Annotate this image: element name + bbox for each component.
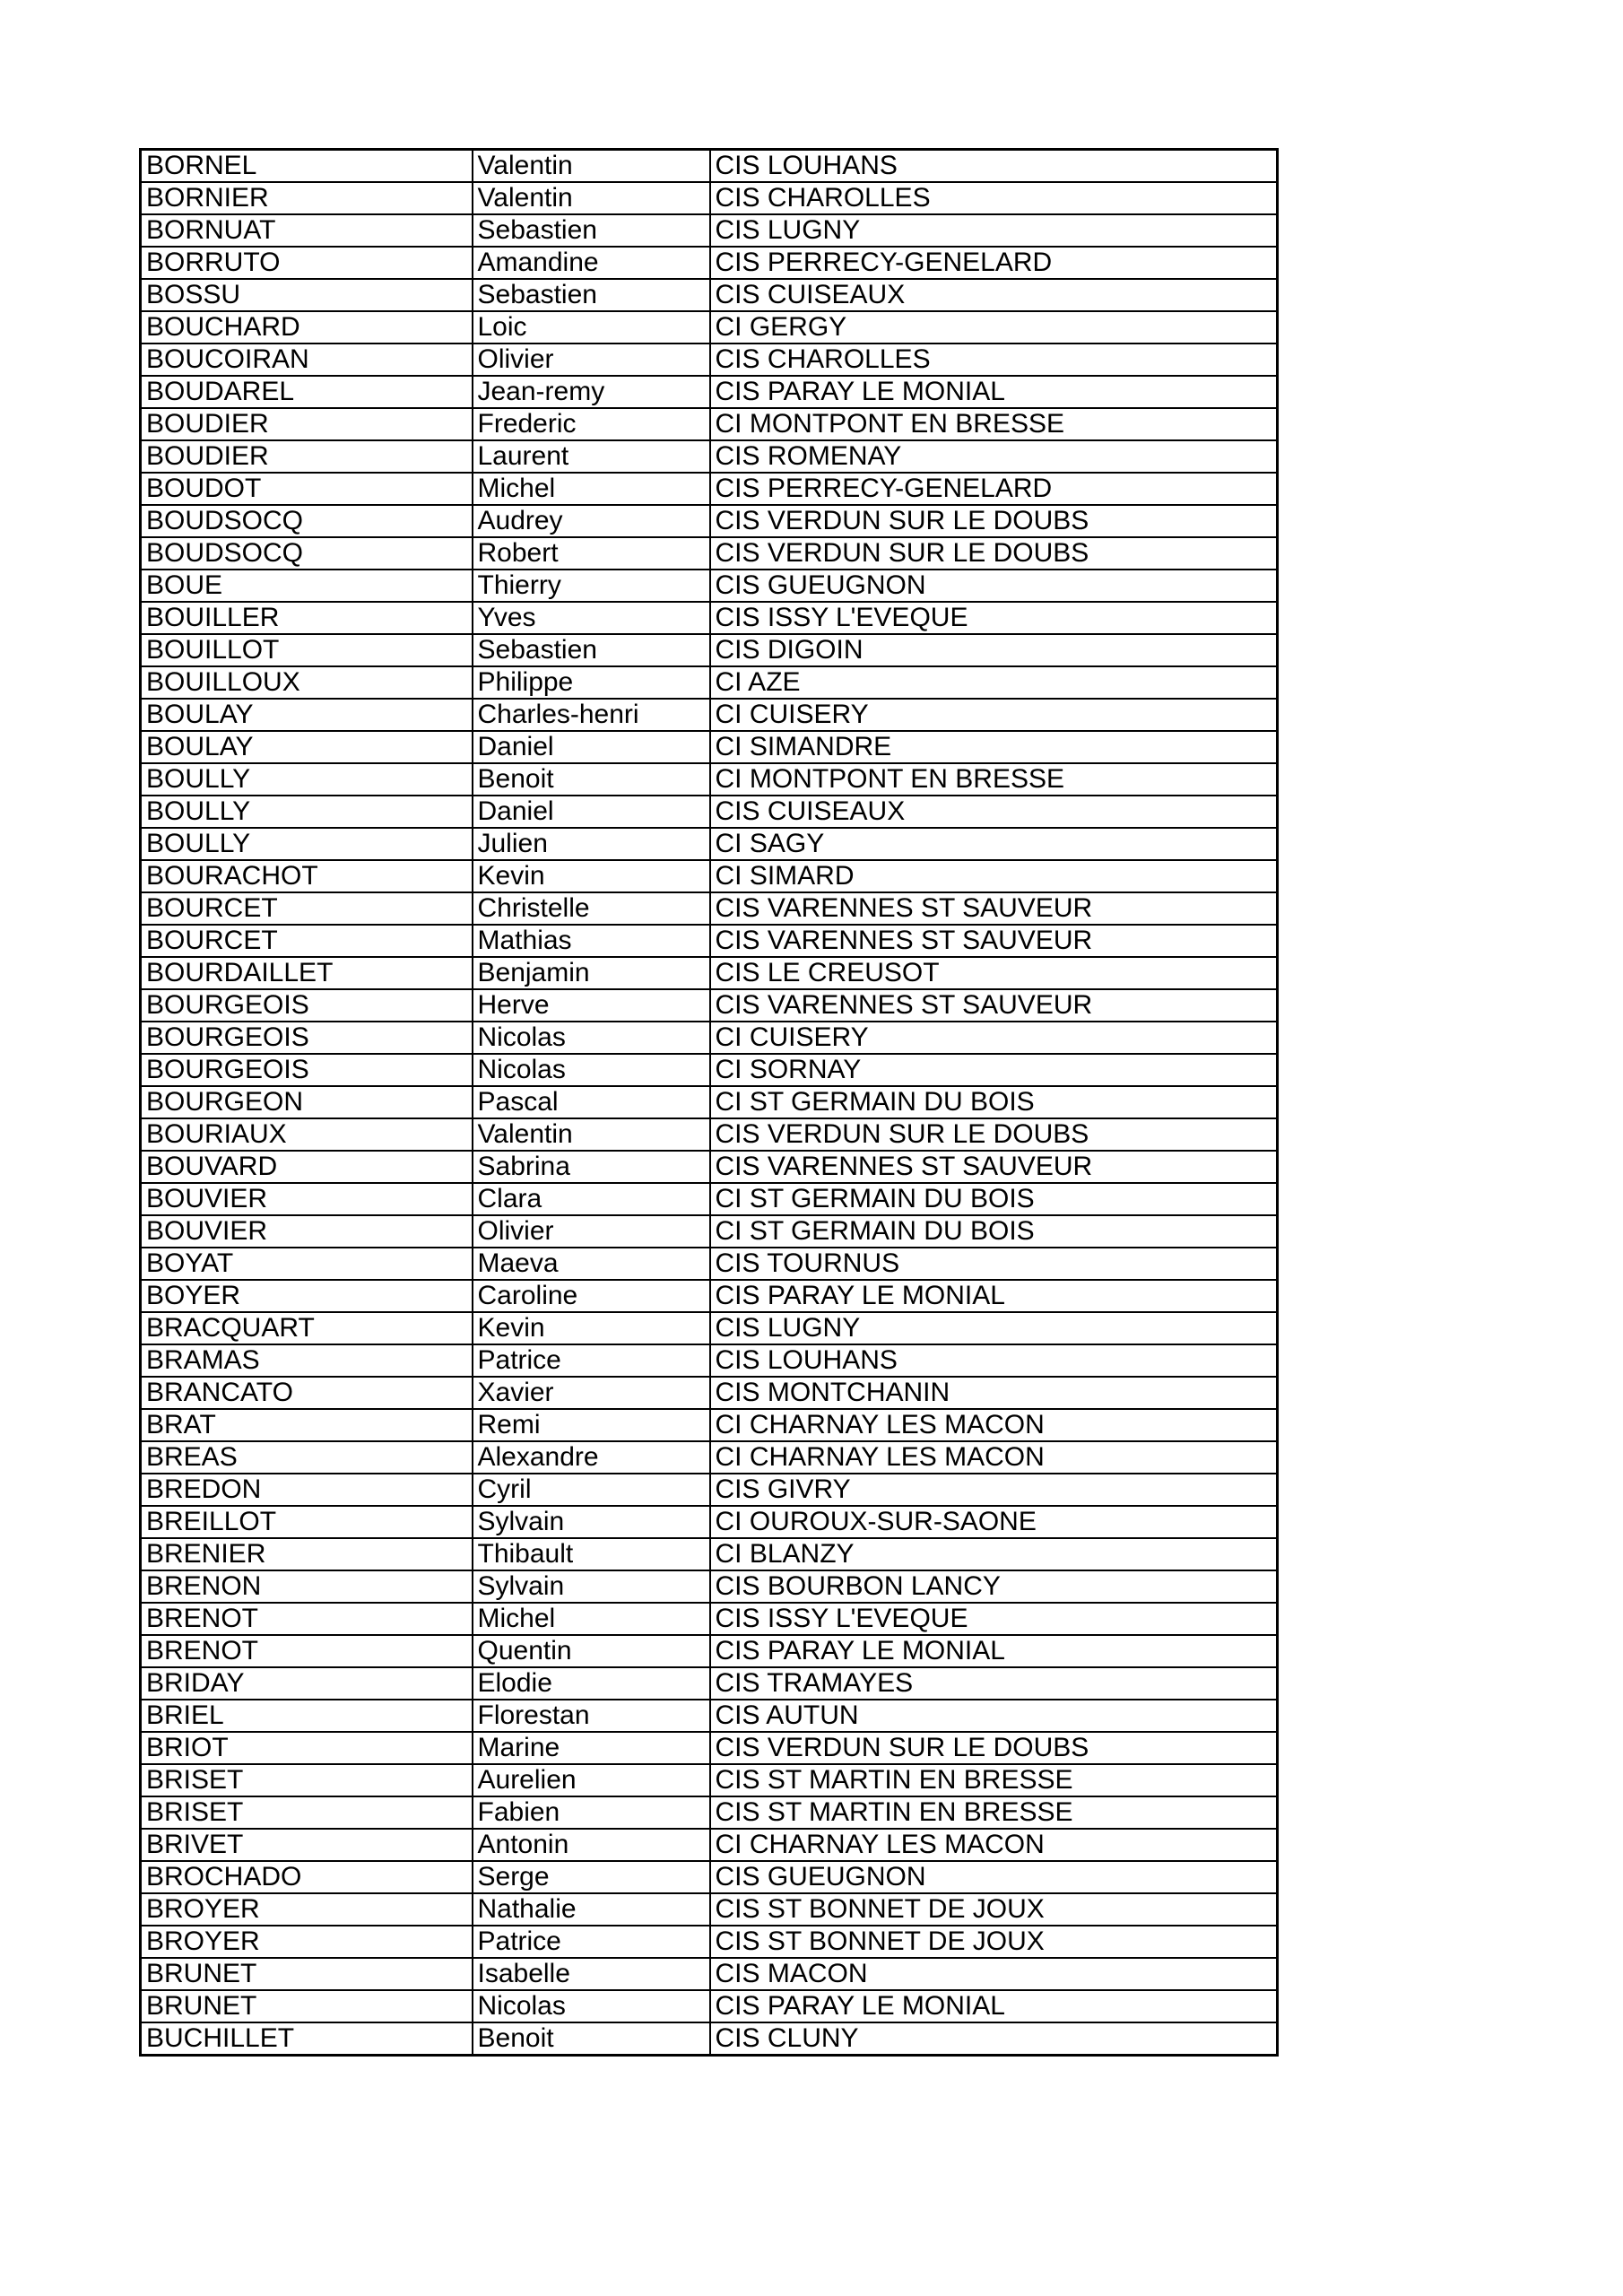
- station-cell: CIS AUTUN: [710, 1700, 1278, 1732]
- last-name-cell: BOURGEOIS: [141, 1054, 473, 1086]
- station-cell: CIS LUGNY: [710, 214, 1278, 247]
- table-row: [141, 1990, 1278, 2022]
- last-name-cell: BRANCATO: [141, 1377, 473, 1409]
- table-row: [141, 1893, 1278, 1926]
- table-row: [141, 1409, 1278, 1441]
- first-name-cell: Xavier: [473, 1377, 710, 1409]
- last-name-cell: BREAS: [141, 1441, 473, 1474]
- table-row: [141, 1312, 1278, 1344]
- table-row: [141, 699, 1278, 731]
- station-cell: CI MONTPONT EN BRESSE: [710, 763, 1278, 796]
- table-row: [141, 1441, 1278, 1474]
- first-name-cell: Nicolas: [473, 1054, 710, 1086]
- first-name-cell: Yves: [473, 602, 710, 634]
- last-name-cell: BORNIER: [141, 182, 473, 214]
- first-name-cell: Olivier: [473, 344, 710, 376]
- table-row: [141, 1280, 1278, 1312]
- station-cell: CIS DIGOIN: [710, 634, 1278, 666]
- first-name-cell: Philippe: [473, 666, 710, 699]
- station-cell: CIS BOURBON LANCY: [710, 1570, 1278, 1603]
- table-row: [141, 1603, 1278, 1635]
- table-row: [141, 828, 1278, 860]
- last-name-cell: BRAMAS: [141, 1344, 473, 1377]
- first-name-cell: Nicolas: [473, 1022, 710, 1054]
- station-cell: CI MONTPONT EN BRESSE: [710, 408, 1278, 440]
- station-cell: CI CHARNAY LES MACON: [710, 1829, 1278, 1861]
- first-name-cell: Laurent: [473, 440, 710, 473]
- first-name-cell: Frederic: [473, 408, 710, 440]
- station-cell: CIS CLUNY: [710, 2022, 1278, 2056]
- station-cell: CI ST GERMAIN DU BOIS: [710, 1086, 1278, 1118]
- first-name-cell: Julien: [473, 828, 710, 860]
- station-cell: CIS MONTCHANIN: [710, 1377, 1278, 1409]
- station-cell: CI CUISERY: [710, 699, 1278, 731]
- last-name-cell: BOYAT: [141, 1248, 473, 1280]
- table-row: [141, 182, 1278, 214]
- table-row: [141, 2022, 1278, 2056]
- last-name-cell: BOURCET: [141, 925, 473, 957]
- station-cell: CI ST GERMAIN DU BOIS: [710, 1215, 1278, 1248]
- last-name-cell: BOUVARD: [141, 1151, 473, 1183]
- first-name-cell: Benoit: [473, 2022, 710, 2056]
- table-row: [141, 1926, 1278, 1958]
- table-row: [141, 408, 1278, 440]
- station-cell: CI GERGY: [710, 311, 1278, 344]
- station-cell: CIS ST BONNET DE JOUX: [710, 1926, 1278, 1958]
- last-name-cell: BRISET: [141, 1796, 473, 1829]
- station-cell: CIS PARAY LE MONIAL: [710, 376, 1278, 408]
- station-cell: CI AZE: [710, 666, 1278, 699]
- station-cell: CIS VARENNES ST SAUVEUR: [710, 1151, 1278, 1183]
- first-name-cell: Kevin: [473, 1312, 710, 1344]
- table-row: [141, 279, 1278, 311]
- station-cell: CIS LUGNY: [710, 1312, 1278, 1344]
- station-cell: CIS PARAY LE MONIAL: [710, 1990, 1278, 2022]
- last-name-cell: BRUNET: [141, 1958, 473, 1990]
- station-cell: CI CUISERY: [710, 1022, 1278, 1054]
- first-name-cell: Audrey: [473, 505, 710, 537]
- last-name-cell: BRENIER: [141, 1538, 473, 1570]
- station-cell: CIS PARAY LE MONIAL: [710, 1635, 1278, 1667]
- table-row: [141, 1861, 1278, 1893]
- station-cell: CI CHARNAY LES MACON: [710, 1441, 1278, 1474]
- first-name-cell: Sylvain: [473, 1570, 710, 1603]
- station-cell: CIS PARAY LE MONIAL: [710, 1280, 1278, 1312]
- station-cell: CIS ROMENAY: [710, 440, 1278, 473]
- station-cell: CIS MACON: [710, 1958, 1278, 1990]
- last-name-cell: BOUILLOUX: [141, 666, 473, 699]
- table-row: [141, 1764, 1278, 1796]
- first-name-cell: Thierry: [473, 570, 710, 602]
- first-name-cell: Patrice: [473, 1344, 710, 1377]
- last-name-cell: BRAT: [141, 1409, 473, 1441]
- last-name-cell: BOUDSOCQ: [141, 537, 473, 570]
- station-cell: CIS VERDUN SUR LE DOUBS: [710, 537, 1278, 570]
- station-cell: CIS VERDUN SUR LE DOUBS: [710, 1118, 1278, 1151]
- last-name-cell: BOYER: [141, 1280, 473, 1312]
- first-name-cell: Sebastien: [473, 279, 710, 311]
- last-name-cell: BOUCOIRAN: [141, 344, 473, 376]
- station-cell: CIS VERDUN SUR LE DOUBS: [710, 505, 1278, 537]
- table-row: [141, 989, 1278, 1022]
- station-cell: CIS ISSY L'EVEQUE: [710, 1603, 1278, 1635]
- last-name-cell: BRENOT: [141, 1603, 473, 1635]
- station-cell: CI SORNAY: [710, 1054, 1278, 1086]
- table-row: [141, 1054, 1278, 1086]
- first-name-cell: Charles-henri: [473, 699, 710, 731]
- last-name-cell: BOUDOT: [141, 473, 473, 505]
- table-row: [141, 570, 1278, 602]
- first-name-cell: Marine: [473, 1732, 710, 1764]
- station-cell: CIS LOUHANS: [710, 1344, 1278, 1377]
- first-name-cell: Daniel: [473, 731, 710, 763]
- first-name-cell: Florestan: [473, 1700, 710, 1732]
- station-cell: CIS PERRECY-GENELARD: [710, 247, 1278, 279]
- first-name-cell: Valentin: [473, 182, 710, 214]
- last-name-cell: BOURIAUX: [141, 1118, 473, 1151]
- personnel-table: [139, 148, 1279, 2057]
- table-row: [141, 763, 1278, 796]
- last-name-cell: BROYER: [141, 1926, 473, 1958]
- station-cell: CIS CUISEAUX: [710, 796, 1278, 828]
- first-name-cell: Sebastien: [473, 214, 710, 247]
- station-cell: CI CHARNAY LES MACON: [710, 1409, 1278, 1441]
- station-cell: CIS TRAMAYES: [710, 1667, 1278, 1700]
- station-cell: CIS ST MARTIN EN BRESSE: [710, 1796, 1278, 1829]
- table-row: [141, 1474, 1278, 1506]
- station-cell: CIS ST BONNET DE JOUX: [710, 1893, 1278, 1926]
- table-row: [141, 1215, 1278, 1248]
- station-cell: CIS VARENNES ST SAUVEUR: [710, 925, 1278, 957]
- first-name-cell: Cyril: [473, 1474, 710, 1506]
- last-name-cell: BOURACHOT: [141, 860, 473, 892]
- table-row: [141, 150, 1278, 183]
- station-cell: CI OUROUX-SUR-SAONE: [710, 1506, 1278, 1538]
- first-name-cell: Amandine: [473, 247, 710, 279]
- last-name-cell: BOUE: [141, 570, 473, 602]
- table-row: [141, 505, 1278, 537]
- first-name-cell: Serge: [473, 1861, 710, 1893]
- table-row: [141, 473, 1278, 505]
- last-name-cell: BOUDIER: [141, 408, 473, 440]
- first-name-cell: Antonin: [473, 1829, 710, 1861]
- last-name-cell: BUCHILLET: [141, 2022, 473, 2056]
- last-name-cell: BOULLY: [141, 828, 473, 860]
- first-name-cell: Mathias: [473, 925, 710, 957]
- last-name-cell: BOULLY: [141, 763, 473, 796]
- station-cell: CIS ISSY L'EVEQUE: [710, 602, 1278, 634]
- table-row: [141, 1796, 1278, 1829]
- last-name-cell: BROCHADO: [141, 1861, 473, 1893]
- table-row: [141, 1377, 1278, 1409]
- table-row: [141, 1022, 1278, 1054]
- first-name-cell: Jean-remy: [473, 376, 710, 408]
- first-name-cell: Daniel: [473, 796, 710, 828]
- last-name-cell: BOULLY: [141, 796, 473, 828]
- last-name-cell: BOURGEOIS: [141, 1022, 473, 1054]
- first-name-cell: Sabrina: [473, 1151, 710, 1183]
- table-row: [141, 731, 1278, 763]
- table-row: [141, 666, 1278, 699]
- last-name-cell: BOULAY: [141, 731, 473, 763]
- last-name-cell: BRENOT: [141, 1635, 473, 1667]
- first-name-cell: Pascal: [473, 1086, 710, 1118]
- station-cell: CIS CUISEAUX: [710, 279, 1278, 311]
- first-name-cell: Loic: [473, 311, 710, 344]
- last-name-cell: BOURGEOIS: [141, 989, 473, 1022]
- last-name-cell: BOUVIER: [141, 1215, 473, 1248]
- last-name-cell: BOUDAREL: [141, 376, 473, 408]
- last-name-cell: BRIDAY: [141, 1667, 473, 1700]
- first-name-cell: Valentin: [473, 1118, 710, 1151]
- table-row: [141, 860, 1278, 892]
- first-name-cell: Thibault: [473, 1538, 710, 1570]
- last-name-cell: BORNEL: [141, 150, 473, 183]
- station-cell: CIS TOURNUS: [710, 1248, 1278, 1280]
- table-row: [141, 602, 1278, 634]
- table-row: [141, 1151, 1278, 1183]
- table-row: [141, 957, 1278, 989]
- last-name-cell: BOUDIER: [141, 440, 473, 473]
- last-name-cell: BRIOT: [141, 1732, 473, 1764]
- first-name-cell: Isabelle: [473, 1958, 710, 1990]
- last-name-cell: BORRUTO: [141, 247, 473, 279]
- last-name-cell: BREILLOT: [141, 1506, 473, 1538]
- table-row: [141, 1570, 1278, 1603]
- table-row: [141, 344, 1278, 376]
- station-cell: CI ST GERMAIN DU BOIS: [710, 1183, 1278, 1215]
- first-name-cell: Robert: [473, 537, 710, 570]
- first-name-cell: Michel: [473, 1603, 710, 1635]
- table-row: [141, 1829, 1278, 1861]
- station-cell: CIS ST MARTIN EN BRESSE: [710, 1764, 1278, 1796]
- first-name-cell: Christelle: [473, 892, 710, 925]
- first-name-cell: Olivier: [473, 1215, 710, 1248]
- last-name-cell: BOUDSOCQ: [141, 505, 473, 537]
- station-cell: CIS VERDUN SUR LE DOUBS: [710, 1732, 1278, 1764]
- last-name-cell: BOUVIER: [141, 1183, 473, 1215]
- last-name-cell: BOURCET: [141, 892, 473, 925]
- table-row: [141, 214, 1278, 247]
- first-name-cell: Michel: [473, 473, 710, 505]
- table-row: [141, 1183, 1278, 1215]
- table-row: [141, 376, 1278, 408]
- first-name-cell: Fabien: [473, 1796, 710, 1829]
- table-row: [141, 1958, 1278, 1990]
- first-name-cell: Alexandre: [473, 1441, 710, 1474]
- table-row: [141, 1538, 1278, 1570]
- first-name-cell: Benjamin: [473, 957, 710, 989]
- first-name-cell: Sylvain: [473, 1506, 710, 1538]
- last-name-cell: BOUILLOT: [141, 634, 473, 666]
- station-cell: CIS VARENNES ST SAUVEUR: [710, 989, 1278, 1022]
- last-name-cell: BRIEL: [141, 1700, 473, 1732]
- first-name-cell: Patrice: [473, 1926, 710, 1958]
- first-name-cell: Kevin: [473, 860, 710, 892]
- station-cell: CIS LE CREUSOT: [710, 957, 1278, 989]
- first-name-cell: Caroline: [473, 1280, 710, 1312]
- last-name-cell: BRISET: [141, 1764, 473, 1796]
- table-row: [141, 1667, 1278, 1700]
- last-name-cell: BRIVET: [141, 1829, 473, 1861]
- station-cell: CI BLANZY: [710, 1538, 1278, 1570]
- table-row: [141, 1506, 1278, 1538]
- last-name-cell: BRUNET: [141, 1990, 473, 2022]
- table-row: [141, 1635, 1278, 1667]
- station-cell: CIS LOUHANS: [710, 150, 1278, 183]
- table-row: [141, 796, 1278, 828]
- last-name-cell: BRACQUART: [141, 1312, 473, 1344]
- first-name-cell: Benoit: [473, 763, 710, 796]
- first-name-cell: Nicolas: [473, 1990, 710, 2022]
- table-row: [141, 634, 1278, 666]
- first-name-cell: Nathalie: [473, 1893, 710, 1926]
- station-cell: CI SAGY: [710, 828, 1278, 860]
- station-cell: CIS PERRECY-GENELARD: [710, 473, 1278, 505]
- last-name-cell: BOSSU: [141, 279, 473, 311]
- table-row: [141, 1118, 1278, 1151]
- station-cell: CIS GUEUGNON: [710, 570, 1278, 602]
- first-name-cell: Clara: [473, 1183, 710, 1215]
- last-name-cell: BOUILLER: [141, 602, 473, 634]
- last-name-cell: BOURGEON: [141, 1086, 473, 1118]
- table-row: [141, 1086, 1278, 1118]
- first-name-cell: Maeva: [473, 1248, 710, 1280]
- first-name-cell: Valentin: [473, 150, 710, 183]
- station-cell: CIS GIVRY: [710, 1474, 1278, 1506]
- first-name-cell: Herve: [473, 989, 710, 1022]
- last-name-cell: BROYER: [141, 1893, 473, 1926]
- last-name-cell: BOURDAILLET: [141, 957, 473, 989]
- first-name-cell: Aurelien: [473, 1764, 710, 1796]
- last-name-cell: BOULAY: [141, 699, 473, 731]
- station-cell: CIS VARENNES ST SAUVEUR: [710, 892, 1278, 925]
- last-name-cell: BOUCHARD: [141, 311, 473, 344]
- first-name-cell: Remi: [473, 1409, 710, 1441]
- station-cell: CIS CHAROLLES: [710, 182, 1278, 214]
- personnel-table-body: [141, 150, 1278, 2056]
- last-name-cell: BRENON: [141, 1570, 473, 1603]
- last-name-cell: BREDON: [141, 1474, 473, 1506]
- first-name-cell: Quentin: [473, 1635, 710, 1667]
- table-row: [141, 1248, 1278, 1280]
- table-row: [141, 1732, 1278, 1764]
- first-name-cell: Sebastien: [473, 634, 710, 666]
- first-name-cell: Elodie: [473, 1667, 710, 1700]
- table-row: [141, 311, 1278, 344]
- table-row: [141, 440, 1278, 473]
- station-cell: CIS CHAROLLES: [710, 344, 1278, 376]
- station-cell: CIS GUEUGNON: [710, 1861, 1278, 1893]
- table-row: [141, 892, 1278, 925]
- table-row: [141, 925, 1278, 957]
- station-cell: CI SIMANDRE: [710, 731, 1278, 763]
- last-name-cell: BORNUAT: [141, 214, 473, 247]
- table-row: [141, 1344, 1278, 1377]
- table-row: [141, 247, 1278, 279]
- table-row: [141, 537, 1278, 570]
- table-row: [141, 1700, 1278, 1732]
- station-cell: CI SIMARD: [710, 860, 1278, 892]
